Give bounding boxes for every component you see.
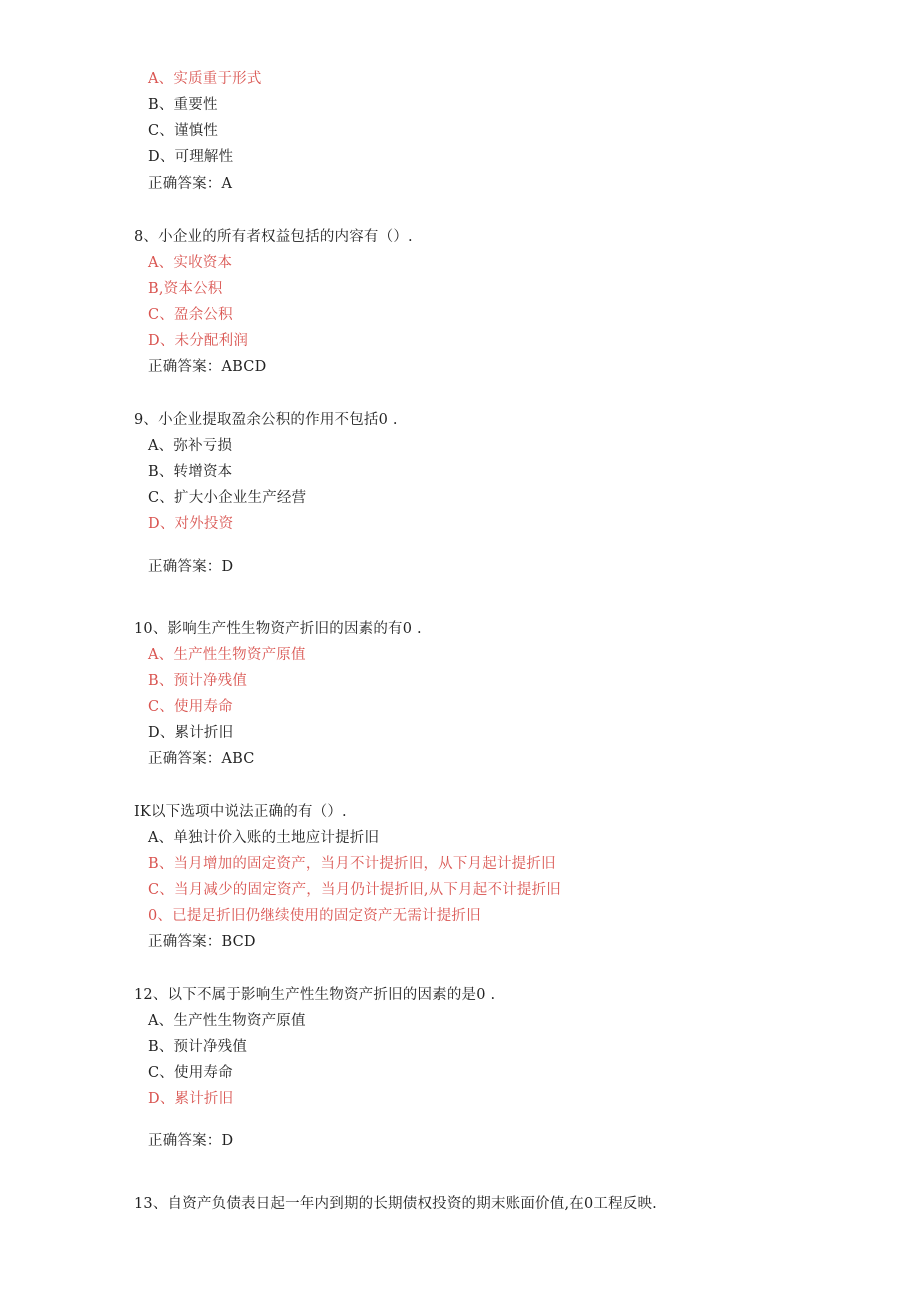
option-5-b: B、预计净残值: [148, 1039, 248, 1055]
option-1-b: B,资本公积: [148, 281, 223, 297]
option-4-c: C、当月减少的固定资产，当月仍计提折旧,从下月起不计提折旧: [148, 882, 562, 898]
answer-11: 正确答案：BCD: [148, 934, 256, 950]
answer-0: 正确答案：A: [148, 176, 233, 192]
question-13: 13、自资产负债表日起一年内到期的长期债权投资的期末账面价值,在0工程反映.: [134, 1196, 657, 1212]
option-2-a: A、弥补亏损: [148, 438, 233, 454]
option-1-a: A、实收资本: [148, 255, 233, 271]
option-0-d: D、可理解性: [148, 149, 234, 165]
answer-12: 正确答案：D: [148, 1133, 234, 1149]
option-3-b: B、预计净残值: [148, 673, 248, 689]
answer-8: 正确答案：ABCD: [148, 359, 267, 375]
option-3-d: D、累计折旧: [148, 725, 234, 741]
option-5-a: A、生产性生物资产原值: [148, 1013, 306, 1029]
question-9: 9、小企业提取盈余公积的作用不包括0 .: [134, 412, 398, 428]
option-5-d: D、累计折旧: [148, 1091, 234, 1107]
option-2-c: C、扩大小企业生产经营: [148, 490, 307, 506]
question-10: 10、影响生产性生物资产折旧的因素的有0 .: [134, 621, 422, 637]
option-3-a: A、生产性生物资产原值: [148, 647, 306, 663]
option-0-c: C、谨慎性: [148, 123, 219, 139]
option-1-c: C、盈余公积: [148, 307, 233, 323]
question-8: 8、小企业的所有者权益包括的内容有（）.: [134, 229, 413, 245]
option-0-a: A、实质重于形式: [148, 71, 262, 87]
option-5-c: C、使用寿命: [148, 1065, 233, 1081]
option-4-d: 0、已提足折旧仍继续使用的固定资产无需计提折旧: [148, 908, 481, 924]
option-4-b: B、当月增加的固定资产，当月不计提折旧，从下月起计提折旧: [148, 856, 556, 872]
option-3-c: C、使用寿命: [148, 699, 233, 715]
option-1-d: D、未分配利润: [148, 333, 249, 349]
option-2-d: D、对外投资: [148, 516, 234, 532]
answer-10: 正确答案：ABC: [148, 751, 255, 767]
question-11: IK以下选项中说法正确的有（）.: [134, 804, 347, 820]
option-4-a: A、单独计价入账的土地应计提折旧: [148, 830, 380, 846]
question-12: 12、以下不属于影响生产性生物资产折旧的因素的是0 .: [134, 987, 496, 1003]
option-2-b: B、转增资本: [148, 464, 233, 480]
option-0-b: B、重要性: [148, 97, 218, 113]
answer-9: 正确答案：D: [148, 559, 234, 575]
